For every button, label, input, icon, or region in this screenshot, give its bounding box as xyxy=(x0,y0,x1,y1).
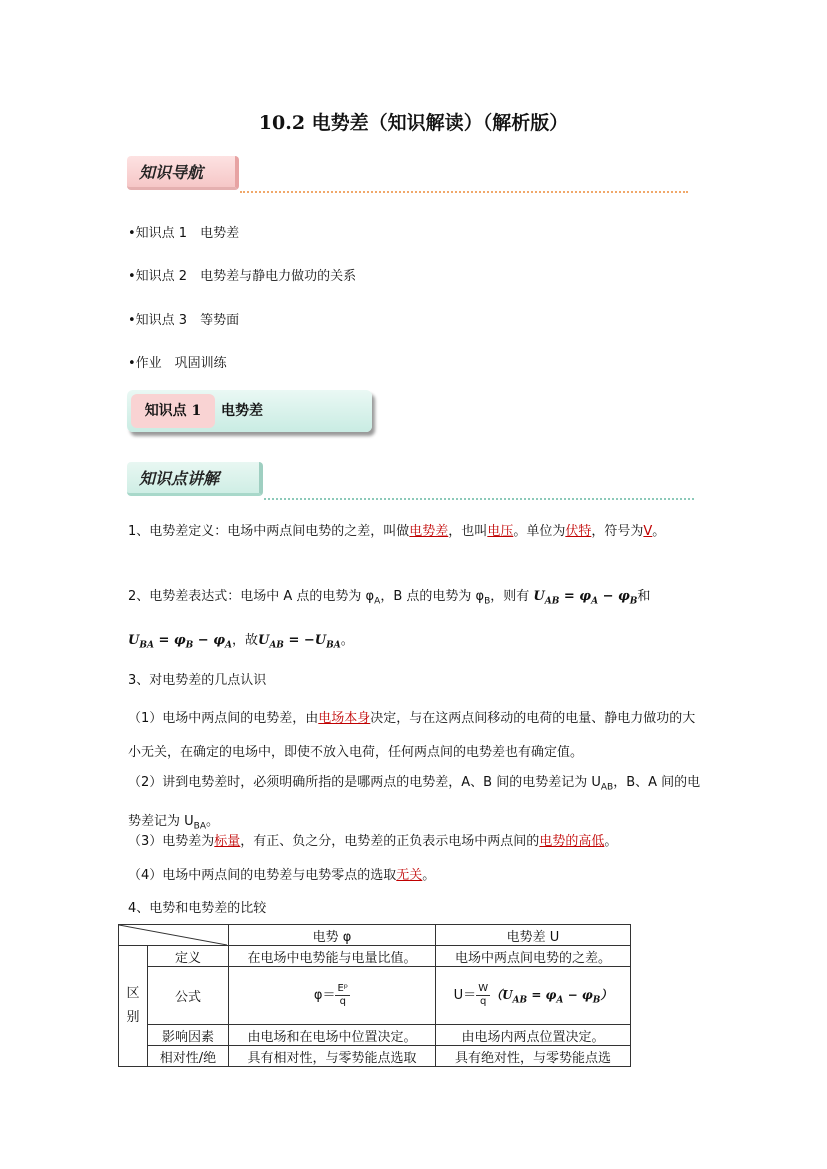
explain-banner-divider xyxy=(264,498,694,500)
table-row-label: 公式 xyxy=(148,967,229,1025)
table-cell-formula-potential: φ＝ $\frac{\text{Eᵖ}}{q}$ xyxy=(229,967,436,1025)
table-cell: 由电场内两点位置决定。 xyxy=(436,1025,631,1046)
table-cell: 在电场中电势能与电量比值。 xyxy=(229,946,436,967)
table-row xyxy=(119,1046,631,1067)
page-title: 10.2 电势差（知识解读）（解析版） xyxy=(258,112,569,134)
table-cell: 具有绝对性，与零势能点选 xyxy=(436,1046,631,1067)
formula-uab: $U_{AB} = \varphi_A - \varphi_B$ xyxy=(533,589,638,607)
table-row xyxy=(119,946,631,967)
table-header-difference: 电势差 U xyxy=(436,925,631,946)
table-corner-cell xyxy=(119,925,229,946)
comparison-heading: 4、电势和电势差的比较 xyxy=(128,901,267,916)
understanding-point-1: （1）电场中两点间的电势差，由电场本身决定，与在这两点间移动的电荷的电量、静电力做功的大小无关，在确定的电场中，即使不放入电荷，任何两点间的电势差也有确定值。 xyxy=(128,711,696,760)
table-row-label: 定义 xyxy=(148,946,229,967)
knowledge-point-name: 电势差 xyxy=(221,403,263,419)
table-cell: 电场中两点间电势的之差。 xyxy=(436,946,631,967)
understanding-point-2: （2）讲到电势差时，必须明确所指的是哪两点的电势差，A、B 间的电势差记为 $U_{AB}$，B、A 间的电势差记为 $U_{BA}$。 xyxy=(128,775,701,832)
table-row-label: 相对性/绝 xyxy=(148,1046,229,1067)
nav-item-1[interactable]: •知识点 1 电势差 xyxy=(128,226,240,241)
knowledge-point-label: 知识点 1 xyxy=(131,394,215,428)
understanding-heading: 3、对电势差的几点认识 xyxy=(128,673,267,688)
comparison-table xyxy=(118,924,631,1067)
definition-paragraph: 1、电势差定义：电场中两点间电势的之差，叫做电势差，也叫电压。单位为伏特，符号为V。 xyxy=(128,524,666,539)
understanding-point-4: （4）电场中两点间的电势差与电势零点的选取无关。 xyxy=(128,868,436,883)
table-cell: 具有相对性，与零势能点选取 xyxy=(229,1046,436,1067)
formula-uba: $U_{BA} = \varphi_B - \varphi_A$ xyxy=(128,633,232,651)
formula-uab-neg: $U_{AB} = -U_{BA}$ xyxy=(257,633,341,651)
table-row xyxy=(119,1025,631,1046)
table-header-potential: 电势 φ xyxy=(229,925,436,946)
nav-banner-divider xyxy=(240,191,688,193)
table-cell-formula-difference: U＝ $\frac{W}{q}$ $(U_{AB} = \varphi_A - \varphi_B)$ xyxy=(436,967,631,1025)
expression-paragraph: 2、电势差表达式：电场中 A 点的电势为 $\varphi_A$，B 点的电势为 $\varphi_B$，则有 $U_{AB} = \varphi_A - \varphi_B$和 xyxy=(128,589,651,607)
table-row-label: 影响因素 xyxy=(148,1025,229,1046)
nav-banner: 知识导航 xyxy=(127,156,239,190)
expression-paragraph-line2: $U_{BA} = \varphi_B - \varphi_A$，故$U_{AB} = -U_{BA}$。 xyxy=(128,633,354,651)
table-row xyxy=(119,967,631,1025)
table-cell: 由电场和在电场中位置决定。 xyxy=(229,1025,436,1046)
understanding-point-3: （3）电势差为标量，有正、负之分，电势差的正负表示电场中两点间的电势的高低。 xyxy=(128,834,618,849)
nav-item-2[interactable]: •知识点 2 电势差与静电力做功的关系 xyxy=(128,269,357,284)
nav-item-3[interactable]: •知识点 3 等势面 xyxy=(128,313,240,328)
explain-banner: 知识点讲解 xyxy=(127,462,263,496)
table-side-label: 区别 xyxy=(119,946,148,1067)
nav-item-homework[interactable]: •作业 巩固训练 xyxy=(128,356,227,371)
